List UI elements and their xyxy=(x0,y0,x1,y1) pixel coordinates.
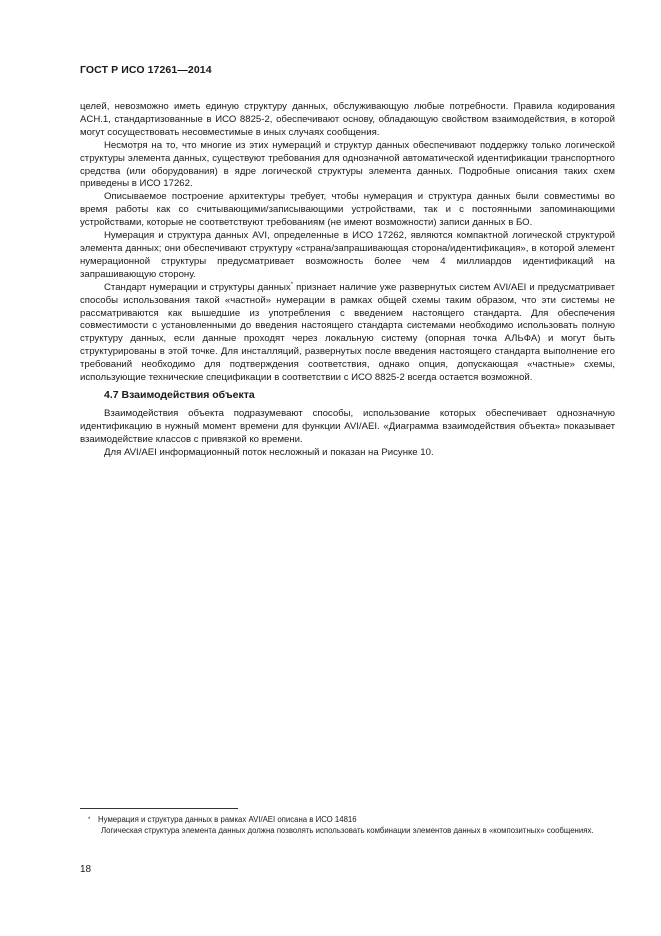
footnote-separator xyxy=(80,808,238,809)
paragraph-5-start: Стандарт нумерации и структуры данных xyxy=(104,281,291,293)
document-code-header: ГОСТ Р ИСО 17261—2014 xyxy=(80,64,212,76)
footnote-reference-mark[interactable]: * xyxy=(290,281,294,288)
footnotes xyxy=(80,815,615,836)
footnote-1-mark: * xyxy=(88,817,91,823)
paragraph-1: целей, невозможно иметь единую структуру данных, обслуживающую любые потребности. Правила кодирования ACH.1, стандартизованные в ИСО 8825-2, обеспечивают основу, обладающую свойством взаимодействия, в которой могут сосуществовать несовместимые в иных случаях сообщения. xyxy=(80,101,615,138)
footnote-1 xyxy=(80,815,615,826)
footnote-1-text: Нумерация и структура данных в рамках AVI/AEI описана в ИСО 14816 xyxy=(98,815,357,824)
paragraph-4: Нумерация и структура данных AVI, определенные в ИСО 17262, являются компактной логической структурой элемента данных; они обеспечивают структуру «страна/запрашивающая сторона/идентификация», в которой элемент нумерационной структуры предусматривает возможность более чем 4 миллиардов идентификаций на запрашивающую сторону. xyxy=(80,230,615,280)
paragraph-5-rest: признает наличие уже развернутых систем AVI/AEI и предусматривает способы использования такой «частной» нумерации в рамках общей схемы таким образом, что эти системы не рассматриваются как вышедшие из употребления с введением настоящего стандарта. Для обеспечения совместимости с установленными до введения настоящего стандарта системами необходимо использовать полную структуру данных, если данные проходят через локальную систему (опорная точка АЛЬФА) и могут быть структурированы в этой точке. Для инсталляций, развернутых после введения настоящего стандарта выполнение его требований необходимо для подтверждения соответствия, однако опция, допускающая «частные» схемы, использующие технические спецификации в соответствии с ИСО 8825-2 всегда остается возможной. xyxy=(80,281,615,384)
section-heading-4-7: 4.7 Взаимодействия объекта xyxy=(104,388,255,401)
page-number: 18 xyxy=(80,864,92,875)
paragraph-3: Описываемое построение архитектуры требует, чтобы нумерация и структура данных были совместимы во время работы как со считывающими/записывающими устройствами, так и с постоянными запоминающими устройствами, которые не соответствуют требованиям (не имеют возможности) записи данных в БО. xyxy=(80,191,615,229)
main-text xyxy=(80,101,615,459)
paragraph-6: Взаимодействия объекта подразумевают способы, использование которых обеспечивает однозначную идентификацию в нужный момент времени для функции AVI/AEI. «Диаграмма взаимодействия объекта» показывает взаимодействие классов с привязкой ко времени. xyxy=(80,407,615,445)
paragraph-5 xyxy=(80,282,615,385)
paragraph-2: Несмотря на то, что многие из этих нумераций и структур данных обеспечивают поддержку только логической структуры элемента данных, существуют требования для однозначной автоматической идентификации транспортного средства (или оборудования) в ядре логической структуры элемента данных. Подробные описания таких схем приведены в ИСО 17262. xyxy=(80,139,615,190)
footnote-2: Логическая структура элемента данных должна позволять использовать комбинации элементов данных в «композитных» сообщениях. xyxy=(101,825,594,835)
paragraph-7: Для AVI/AEI информационный поток несложный и показан на Рисунке 10. xyxy=(104,446,434,458)
